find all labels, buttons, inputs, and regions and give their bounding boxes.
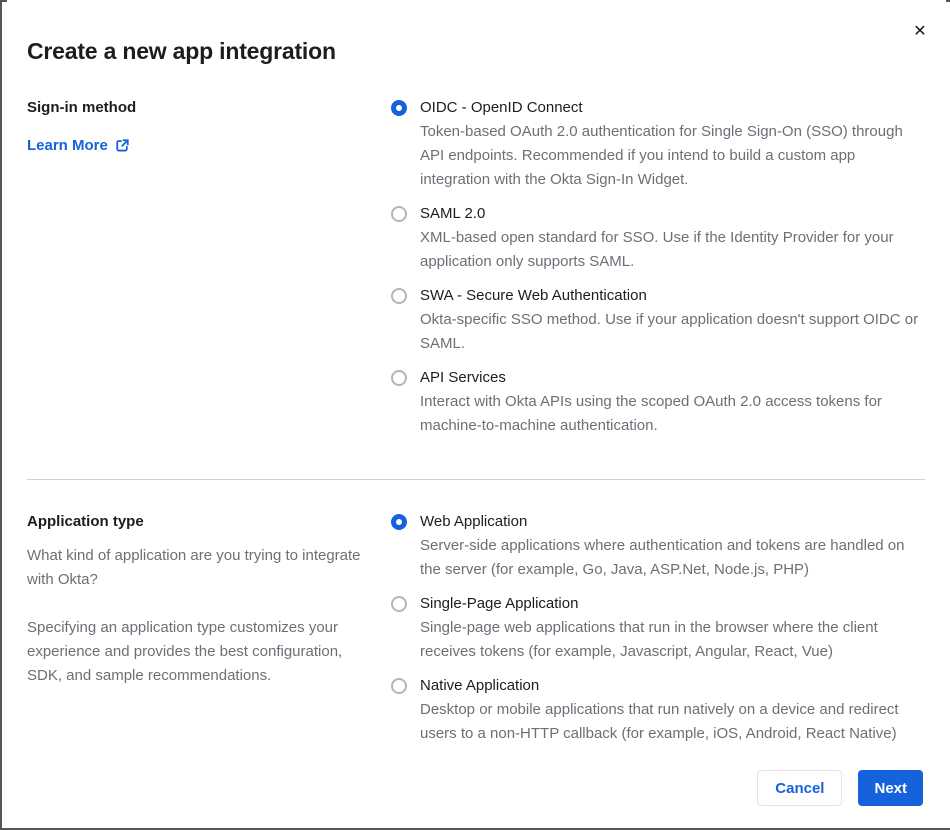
radio-option-label: Web Application [420, 513, 528, 530]
radio-option-label: Single-Page Application [420, 595, 579, 612]
radio-option-description: Token-based OAuth 2.0 authentication for Single Sign-On (SSO) through API endpoints. Recommended if you intend to build a custom app integration with the Okta Sign-In Widget. [420, 123, 903, 188]
radio-option-description: Desktop or mobile applications that run natively on a device and redirect users to a non-HTTP callback (for example, iOS, Android, React Native) [420, 701, 899, 742]
radio-option-description: XML-based open standard for SSO. Use if the Identity Provider for your application only supports SAML. [420, 229, 894, 270]
radio-option-label: Native Application [420, 677, 540, 694]
radio-option-web-application[interactable] [391, 510, 925, 582]
radio-option-description: Single-page web applications that run in the browser where the client receives tokens (for example, Javascript, Angular, React, Vue) [420, 619, 878, 660]
radio-option-single-page-application[interactable] [391, 592, 925, 664]
application-type-label: Application type [27, 513, 144, 530]
cancel-button[interactable]: Cancel [757, 770, 842, 806]
learn-more-link[interactable] [27, 137, 130, 154]
dialog-footer [0, 770, 950, 806]
signin-method-section [27, 96, 925, 438]
radio-selected-icon[interactable] [391, 514, 407, 530]
signin-method-label: Sign-in method [27, 99, 137, 116]
application-type-help-text: What kind of application are you trying to integrate with Okta? [27, 547, 361, 588]
frame-corner-tick [946, 0, 950, 2]
learn-more-label: Learn More [27, 137, 108, 154]
dialog-title: Create a new app integration [27, 38, 336, 64]
external-link-icon [115, 138, 130, 153]
radio-option-description: Server-side applications where authentication and tokens are handled on the server (for example, Go, Java, ASP.Net, Node.js, PHP) [420, 537, 905, 578]
radio-unselected-icon[interactable] [391, 370, 407, 386]
radio-unselected-icon[interactable] [391, 206, 407, 222]
next-button[interactable]: Next [858, 770, 923, 806]
radio-option-description: Interact with Okta APIs using the scoped OAuth 2.0 access tokens for machine-to-machine authentication. [420, 393, 882, 434]
radio-option-swa[interactable] [391, 284, 925, 356]
radio-unselected-icon[interactable] [391, 288, 407, 304]
radio-option-label: SWA - Secure Web Authentication [420, 287, 647, 304]
radio-option-label: API Services [420, 369, 506, 386]
radio-option-native-application[interactable] [391, 674, 925, 746]
radio-option-saml[interactable] [391, 202, 925, 274]
radio-unselected-icon[interactable] [391, 678, 407, 694]
radio-option-label: OIDC - OpenID Connect [420, 99, 583, 116]
section-divider [27, 479, 925, 480]
frame-corner-tick [0, 0, 7, 2]
application-type-section [27, 510, 925, 746]
radio-unselected-icon[interactable] [391, 596, 407, 612]
radio-option-description: Okta-specific SSO method. Use if your application doesn't support OIDC or SAML. [420, 311, 919, 352]
frame-left-edge [0, 0, 2, 830]
radio-option-label: SAML 2.0 [420, 205, 486, 222]
application-type-help-text: Specifying an application type customizes your experience and provides the best configuration, SDK, and sample recommendations. [27, 619, 343, 684]
close-icon[interactable]: ✕ [908, 20, 932, 44]
radio-option-oidc[interactable] [391, 96, 925, 192]
radio-selected-icon[interactable] [391, 100, 407, 116]
radio-option-api-services[interactable] [391, 366, 925, 438]
